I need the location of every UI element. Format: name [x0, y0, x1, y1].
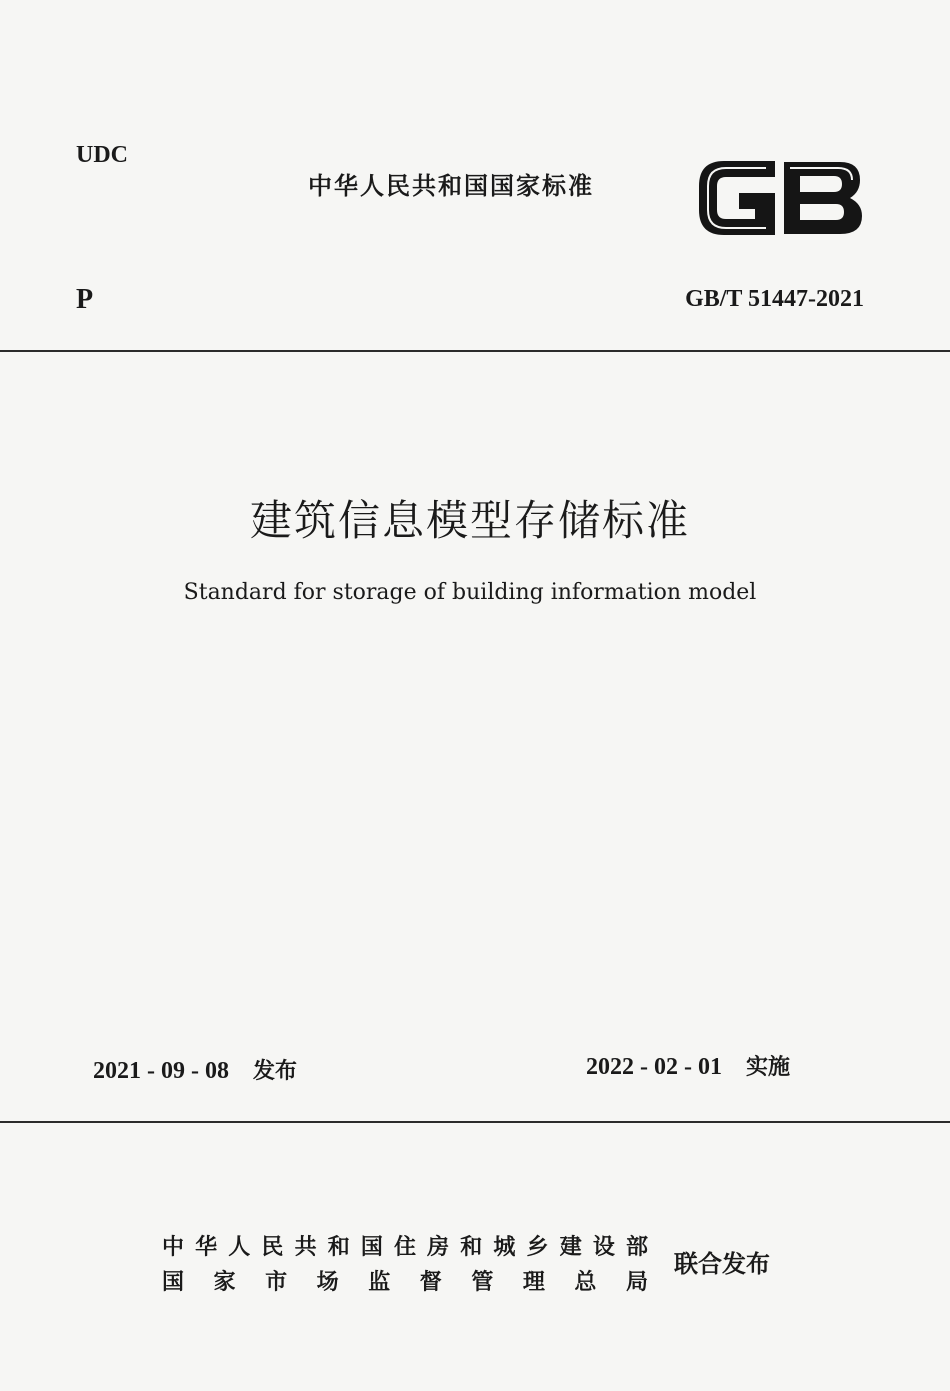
implement-label: 实施: [745, 1055, 790, 1080]
udc-label: UDC: [76, 142, 128, 168]
title-chinese: 建筑信息模型存储标准: [249, 496, 690, 545]
national-standard-heading: 中华人民共和国国家标准: [308, 172, 594, 200]
bottom-divider: [0, 1121, 950, 1123]
joint-publish-label: 联合发布: [674, 1250, 770, 1278]
issue-block: [93, 1054, 297, 1085]
implement-block: [586, 1050, 790, 1081]
top-divider: [0, 350, 950, 352]
category-code: P: [76, 284, 94, 315]
gb-logo: [694, 154, 866, 242]
issue-label: 发布: [252, 1059, 297, 1084]
publisher-ministry: 中华人民共和国住房和城乡建设部: [162, 1235, 648, 1260]
title-english: Standard for storage of building information model: [183, 580, 757, 605]
issue-date: 2021 - 09 - 08: [93, 1058, 229, 1084]
standard-number: GB/T 51447-2021: [685, 286, 864, 312]
publisher-administration: 国家市场监督管理总局: [162, 1270, 648, 1295]
implement-date: 2022 - 02 - 01: [586, 1054, 722, 1080]
